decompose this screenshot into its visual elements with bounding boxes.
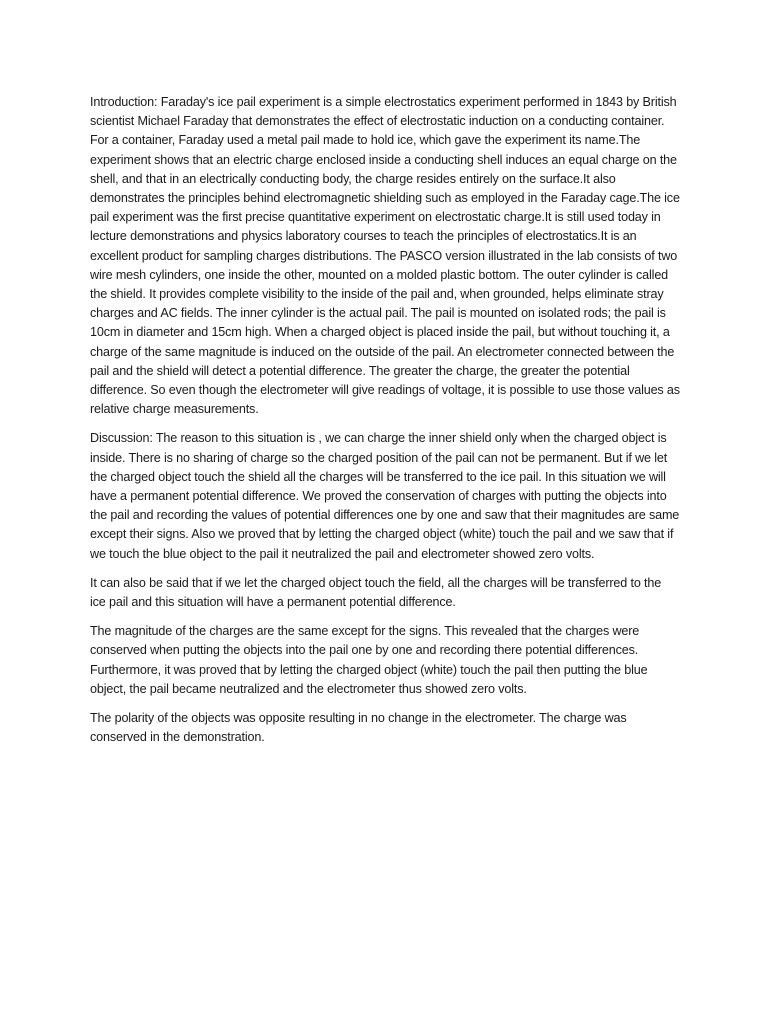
discussion-paragraph: Discussion: The reason to this situation is , we can charge the inner shield only when the charged object is inside. There is no sharing of charge so the charged position of the pail can not be permanent. But if we let the charged object touch the shield all the charges will be transferred to the ice pail. In this situation we will have a permanent potential difference. We proved the conservation of charges with putting the objects into the pail and recording the values of potential differences one by one and saw that their magnitudes are same except their signs. Also we proved that by letting the charged object (white) touch the pail and we saw that if we touch the blue object to the pail it neutralized the pail and electrometer showed zero volts. <box>90 431 680 561</box>
polarity-paragraph: The polarity of the objects was opposite resulting in no change in the electrometer. The charge was conserved in the demonstration. <box>90 711 627 745</box>
introduction-paragraph: Introduction: Faraday's ice pail experiment is a simple electrostatics experiment performed in 1843 by British scientist Michael Faraday that demonstrates the effect of electrostatic induction on a conducting container. For a container, Faraday used a metal pail made to hold ice, which gave the experiment its name.The experiment shows that an electric charge enclosed inside a conducting shell induces an equal charge on the shell, and that in an electrically conducting body, the charge resides entirely on the surface.It also demonstrates the principles behind electromagnetic shielding such as employed in the Faraday cage.The ice pail experiment was the first precise quantitative experiment on electrostatic charge.It is still used today in lecture demonstrations and physics laboratory courses to teach the principles of electrostatics.It is an excellent product for sampling charges distributions. The PASCO version illustrated in the lab consists of two wire mesh cylinders, one inside the other, mounted on a molded plastic bottom. The outer cylinder is called the shield. It provides complete visibility to the inside of the pail and, when grounded, helps eliminate stray charges and AC fields. The inner cylinder is the actual pail. The pail is mounted on isolated rods; the pail is 10cm in diameter and 15cm high. When a charged object is placed inside the pail, but without touching it, a charge of the same magnitude is induced on the outside of the pail. An electrometer connected between the pail and the shield will detect a potential difference. The greater the charge, the greater the potential difference. So even though the electrometer will give readings of voltage, it is possible to use those values as relative charge measurements. <box>90 95 680 417</box>
field-transfer-paragraph: It can also be said that if we let the charged object touch the field, all the charges will be transferred to the ice pail and this situation will have a permanent potential difference. <box>90 575 662 610</box>
document-body <box>90 93 680 758</box>
charge-magnitude-paragraph: The magnitude of the charges are the same except for the signs. This revealed that the charges were conserved when putting the objects into the pail one by one and recording there potential differences. Furthermore, it was proved that by letting the charged object (white) touch the pail then putting the blue object, the pail became neutralized and the electrometer thus showed zero volts. <box>90 624 648 696</box>
